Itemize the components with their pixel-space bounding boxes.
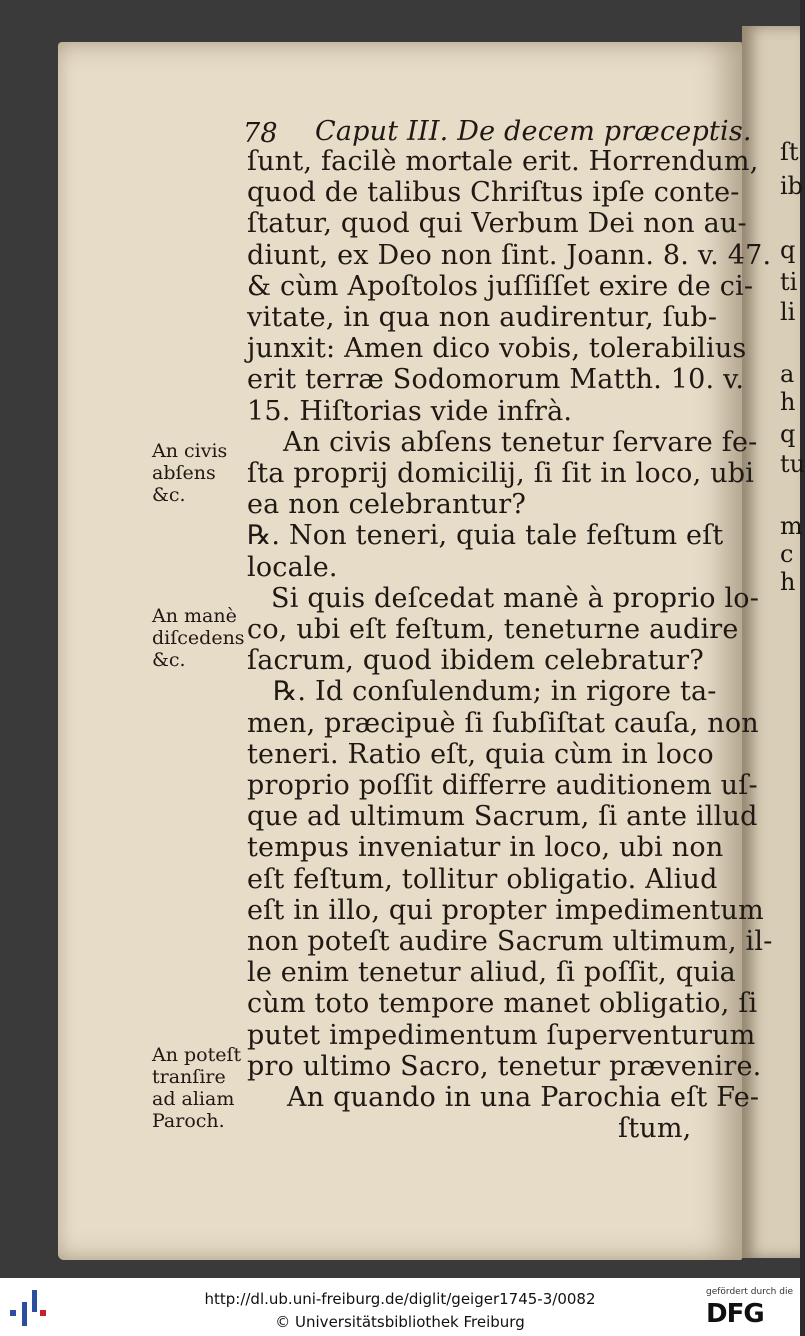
text-line: cùm toto tempore manet obligatio, ſi xyxy=(247,988,758,1019)
next-page-fragment: c xyxy=(780,540,794,568)
text-line: ℞. Id conſulendum; in rigore ta- xyxy=(273,676,717,707)
text-line: ſtum, xyxy=(618,1113,692,1144)
text-line: eſt feſtum, tollitur obligatio. Aliud xyxy=(247,864,718,895)
text-line: ſtatur, quod qui Verbum Dei non au- xyxy=(247,208,747,239)
text-line: & cùm Apoſtolos juſſiſſet exire de ci- xyxy=(247,271,754,302)
next-page-fragment: m xyxy=(780,512,803,540)
text-line: locale. xyxy=(247,552,338,583)
marginal-note-line: abſens xyxy=(152,462,216,484)
text-line: erit terræ Sodomorum Matth. 10. v. xyxy=(247,364,745,395)
text-line: putet impedimentum ſuperventurum xyxy=(247,1020,756,1051)
marginal-note-line: diſcedens xyxy=(152,627,245,649)
text-line: junxit: Amen dico vobis, tolerabilius xyxy=(247,333,747,364)
text-line: ſacrum, quod ibidem celebratur? xyxy=(247,645,704,676)
next-page-fragment: li xyxy=(780,298,796,326)
next-page-fragment: q xyxy=(780,236,796,264)
text-line: ea non celebrantur? xyxy=(247,489,527,520)
text-line: co, ubi eſt feſtum, teneturne audire xyxy=(247,614,739,645)
text-line: quod de talibus Chriſtus ipſe conte- xyxy=(247,177,740,208)
text-line: men, præcipuè ſi ſubſiſtat cauſa, non xyxy=(247,708,759,739)
text-line: diunt, ex Deo non ſint. Joann. 8. v. 47. xyxy=(247,240,772,271)
text-line: 15. Hiſtorias vide infrà. xyxy=(247,396,573,427)
marginal-note-line: &c. xyxy=(152,484,186,506)
text-line: Si quis deſcedat manè à proprio lo- xyxy=(271,583,760,614)
text-line: que ad ultimum Sacrum, ſi ante illud xyxy=(247,801,758,832)
next-page-fragment: tu xyxy=(780,450,805,478)
permalink[interactable]: http://dl.ub.uni-freiburg.de/diglit/geiger1745-3/0082 xyxy=(204,1290,596,1308)
next-page-fragment: ſt xyxy=(780,138,799,166)
marginal-note-line: An civis xyxy=(152,440,228,462)
text-line: ſunt, facilè mortale erit. Horrendum, xyxy=(247,146,759,177)
next-page-fragment: h xyxy=(780,388,796,416)
text-line: non poteſt audire Sacrum ultimum, il- xyxy=(247,926,773,957)
text-line: ℞. Non teneri, quia tale feſtum eſt xyxy=(247,520,724,551)
marginal-note-line: ad aliam xyxy=(152,1088,235,1110)
text-line: tempus inveniatur in loco, ubi non xyxy=(247,832,724,863)
text-line: An quando in una Parochia eſt Fe- xyxy=(287,1082,760,1113)
next-page-fragment: h xyxy=(780,568,796,596)
copyright-notice: © Universitätsbibliothek Freiburg xyxy=(275,1313,525,1331)
text-line: le enim tenetur aliud, ſi poſſit, quia xyxy=(247,957,736,988)
marginal-note-line: &c. xyxy=(152,649,186,671)
funding-note: gefördert durch die xyxy=(706,1287,793,1297)
text-line: ſta proprij domicilij, ſi ſit in loco, ubi xyxy=(247,458,755,489)
marginal-note-1 xyxy=(152,440,227,506)
running-title: Caput III. De decem præceptis. xyxy=(315,116,752,147)
page-number: 78 xyxy=(243,118,278,149)
text-line: proprio poſſit differre auditionem uſ- xyxy=(247,770,758,801)
marginal-note-line: tranſire xyxy=(152,1066,226,1088)
text-line: vitate, in qua non audirentur, ſub- xyxy=(247,302,718,333)
text-line: teneri. Ratio eſt, quia cùm in loco xyxy=(247,739,714,770)
marginal-note-3 xyxy=(152,1044,241,1132)
next-page-fragment: ib xyxy=(780,172,804,200)
next-page-fragment: q xyxy=(780,420,796,448)
text-line: An civis abſens tenetur ſervare fe- xyxy=(283,427,758,458)
marginal-note-line: Paroch. xyxy=(152,1110,225,1132)
marginal-note-line: An poteſt xyxy=(152,1044,242,1066)
text-line: eſt in illo, qui propter impedimentum xyxy=(247,895,764,926)
dfg-logo: DFG xyxy=(706,1299,764,1329)
marginal-note-2 xyxy=(152,605,245,671)
text-line: pro ultimo Sacro, tenetur prævenire. xyxy=(247,1051,762,1082)
next-page-fragment: ti xyxy=(780,268,798,296)
next-page-fragment: a xyxy=(780,360,795,388)
marginal-note-line: An manè xyxy=(152,605,237,627)
